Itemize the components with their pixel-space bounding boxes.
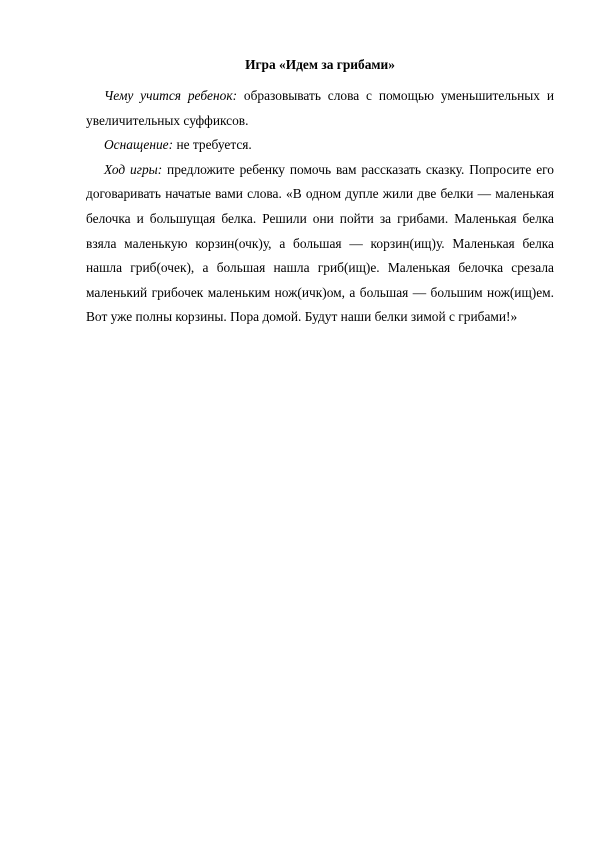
document-page (86, 56, 554, 330)
paragraph-text-equipment: не требуется. (173, 137, 252, 153)
document-title: Игра «Идем за грибами» (245, 57, 395, 72)
paragraph-equipment (86, 133, 554, 158)
paragraph-lead-equipment: Оснащение: (104, 137, 174, 153)
paragraph-text-learning-goal: образовывать слова с помощью уменьшительных и увеличительных суффиксов. (86, 88, 554, 128)
paragraph-lead-game-procedure: Ход игры: (104, 161, 163, 177)
paragraph-game-procedure (86, 158, 554, 330)
paragraph-text-game-procedure: предложите ребенку помочь вам рассказать сказку. Попросите его договаривать начатые вами слова. «В одном дупле жили две белки — маленькая белочка и большущая белка. Решили они пойти за грибами. Маленькая белка взяла маленькую корзин(очк)у, а большая — корзин(ищ)у. Маленькая белка нашла гриб(очек), а большая нашла гриб(ищ)е. Маленькая белочка срезала маленький грибочек маленьким нож(ичк)ом, а большая — большим нож(ищ)ем. Вот уже полны корзины. Пора домой. Будут наши белки зимой с грибами!» (86, 161, 554, 325)
paragraph-lead-learning-goal: Чему учится ребенок: (104, 88, 238, 103)
paragraph-learning-goal (86, 84, 554, 133)
